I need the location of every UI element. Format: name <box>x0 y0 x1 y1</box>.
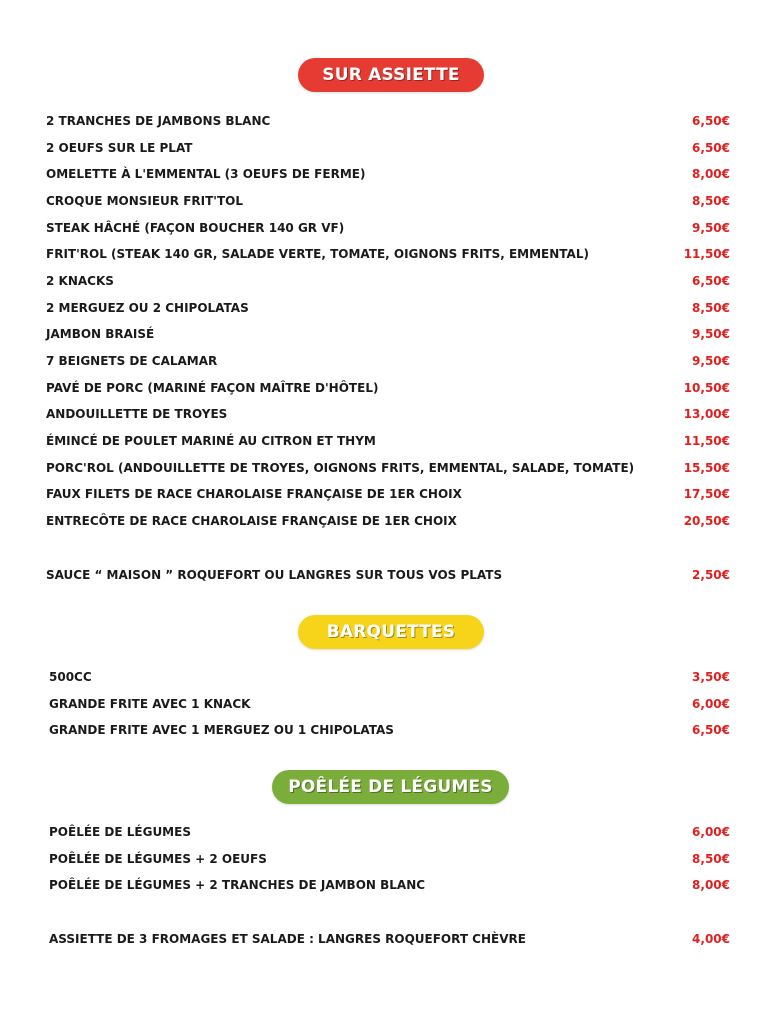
item-price: 6,00€ <box>692 697 730 711</box>
item-name: PAVÉ DE PORC (MARINÉ FAÇON MAÎTRE D'HÔTEL) <box>46 381 379 395</box>
menu-item <box>46 139 730 159</box>
item-price: 6,50€ <box>692 723 730 737</box>
menu-item <box>46 272 730 292</box>
item-price: 10,50€ <box>683 381 730 395</box>
item-name: STEAK HÂCHÉ (FAÇON BOUCHER 140 GR VF) <box>46 221 345 235</box>
menu-item <box>46 485 730 505</box>
item-name: PORC'ROL (ANDOUILLETTE DE TROYES, OIGNONS FRITS, EMMENTAL, SALADE, TOMATE) <box>46 461 635 475</box>
item-name: POÊLÉE DE LÉGUMES <box>49 825 191 839</box>
item-name: ENTRECÔTE DE RACE CHAROLAISE FRANÇAISE DE 1ER CHOIX <box>46 514 457 528</box>
menu-item <box>46 165 730 185</box>
cheese-plate-item <box>49 930 730 950</box>
item-price: 8,50€ <box>692 852 730 866</box>
item-name: FAUX FILETS DE RACE CHAROLAISE FRANÇAISE DE 1ER CHOIX <box>46 487 462 501</box>
item-name: ASSIETTE DE 3 FROMAGES ET SALADE : LANGRES ROQUEFORT CHÈVRE <box>49 932 526 946</box>
item-price: 8,00€ <box>692 878 730 892</box>
item-price: 6,50€ <box>692 274 730 288</box>
item-name: FRIT'ROL (STEAK 140 GR, SALADE VERTE, TOMATE, OIGNONS FRITS, EMMENTAL) <box>46 247 589 261</box>
item-price: 17,50€ <box>683 487 730 501</box>
menu-item <box>46 379 730 399</box>
item-price: 8,00€ <box>692 167 730 181</box>
section-title-barquettes: BARQUETTES <box>298 615 484 649</box>
item-price: 9,50€ <box>692 327 730 341</box>
item-name: JAMBON BRAISÉ <box>46 327 155 341</box>
item-name: GRANDE FRITE AVEC 1 MERGUEZ OU 1 CHIPOLATAS <box>49 723 394 737</box>
menu-item <box>49 823 730 843</box>
menu-item <box>46 192 730 212</box>
menu-item <box>46 405 730 425</box>
item-price: 8,50€ <box>692 194 730 208</box>
item-name: POÊLÉE DE LÉGUMES + 2 OEUFS <box>49 852 267 866</box>
menu-item <box>46 112 730 132</box>
menu-item <box>46 299 730 319</box>
menu-item <box>46 432 730 452</box>
menu-item <box>46 245 730 265</box>
item-name: GRANDE FRITE AVEC 1 KNACK <box>49 697 251 711</box>
item-price: 20,50€ <box>683 514 730 528</box>
item-name: 2 OEUFS SUR LE PLAT <box>46 141 193 155</box>
item-name: OMELETTE À L'EMMENTAL (3 OEUFS DE FERME) <box>46 167 366 181</box>
item-name: ANDOUILLETTE DE TROYES <box>46 407 228 421</box>
section-title-sur-assiette: SUR ASSIETTE <box>298 58 484 92</box>
item-price: 8,50€ <box>692 301 730 315</box>
item-price: 3,50€ <box>692 670 730 684</box>
item-price: 11,50€ <box>683 247 730 261</box>
section-title-poelee: POÊLÉE DE LÉGUMES <box>272 770 509 804</box>
menu-item <box>49 876 730 896</box>
item-name: 7 BEIGNETS DE CALAMAR <box>46 354 218 368</box>
item-price: 4,00€ <box>692 932 730 946</box>
menu-item <box>49 695 730 715</box>
menu-item <box>46 325 730 345</box>
item-price: 9,50€ <box>692 221 730 235</box>
item-price: 9,50€ <box>692 354 730 368</box>
item-name: CROQUE MONSIEUR FRIT'TOL <box>46 194 244 208</box>
menu-item <box>46 512 730 532</box>
item-price: 13,00€ <box>683 407 730 421</box>
item-name: 2 KNACKS <box>46 274 114 288</box>
menu-item <box>46 219 730 239</box>
menu-item <box>46 352 730 372</box>
sauce-item <box>46 566 730 586</box>
item-price: 2,50€ <box>692 568 730 582</box>
item-name: ÉMINCÉ DE POULET MARINÉ AU CITRON ET THYM <box>46 434 376 448</box>
item-price: 6,50€ <box>692 114 730 128</box>
item-price: 6,00€ <box>692 825 730 839</box>
item-name: 2 TRANCHES DE JAMBONS BLANC <box>46 114 271 128</box>
menu-item <box>46 459 730 479</box>
item-name: POÊLÉE DE LÉGUMES + 2 TRANCHES DE JAMBON BLANC <box>49 878 426 892</box>
menu-item <box>49 668 730 688</box>
item-price: 11,50€ <box>683 434 730 448</box>
item-name: SAUCE “ MAISON ” ROQUEFORT OU LANGRES SUR TOUS VOS PLATS <box>46 568 503 582</box>
menu-item <box>49 721 730 741</box>
item-price: 6,50€ <box>692 141 730 155</box>
item-name: 500CC <box>49 670 92 684</box>
item-price: 15,50€ <box>683 461 730 475</box>
menu-item <box>49 850 730 870</box>
item-name: 2 MERGUEZ OU 2 CHIPOLATAS <box>46 301 249 315</box>
